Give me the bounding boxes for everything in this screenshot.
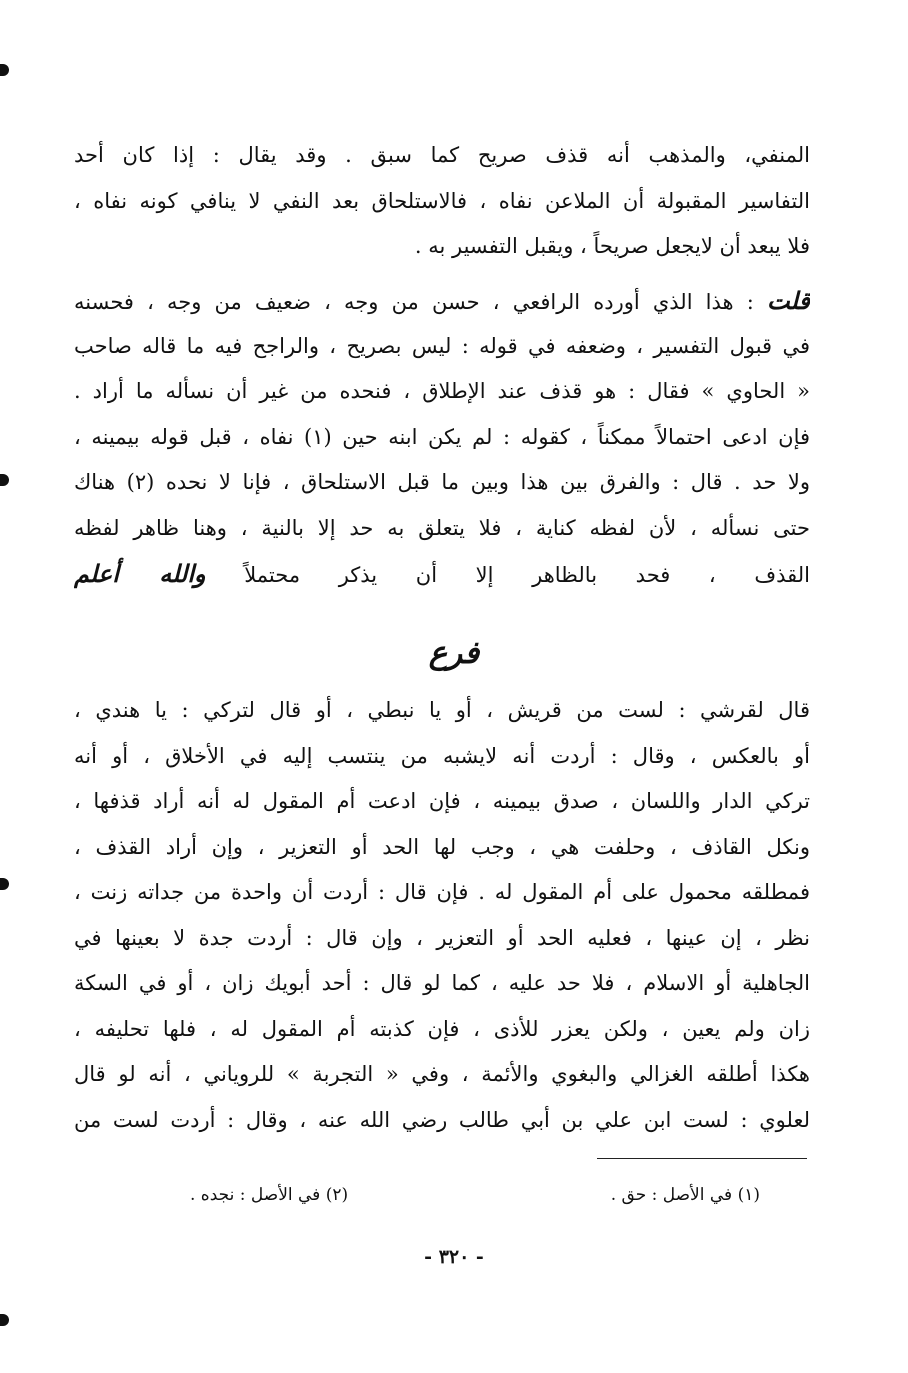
text-line: نظر ، إن عينها ، فعليه الحد أو التعزير ، وإن قال : أردت جدة لا بعينها في	[74, 925, 810, 950]
text-line: ونكل القاذف ، وحلفت هي ، وجب لها الحد أو التعزير ، وإن أراد القذف ،	[74, 834, 810, 859]
lead-word: قلت	[767, 286, 810, 315]
text-line: تركي الدار واللسان ، صدق بيمينه ، فإن ادعت أم المقول له أنه أراد قذفها ،	[74, 789, 810, 813]
footnote-2: (٢) في الأصل : نجده .	[190, 1185, 349, 1205]
paragraph-2	[74, 278, 810, 597]
paragraph-3	[74, 688, 810, 1143]
paragraph-1	[74, 133, 810, 270]
text-span: : هذا الذي أورده الرافعي ، حسن من وجه ، ضعيف من وجه ، فحسنه	[74, 290, 754, 314]
text-line: الجاهلية أو الاسلام ، فلا حد عليه ، كما لو قال : أحد أبويك زان ، أو في السكة	[74, 971, 810, 995]
text-line: هكذا أطلقه الغزالي والبغوي والأئمة ، وفي « التجربة » للروياني ، أنه لو قال	[74, 1062, 810, 1086]
section-heading: فرع	[428, 635, 480, 671]
text-line: التفاسير المقبولة أن الملاعن نفاه ، فالاستلحاق بعد النفي لا ينافي كونه نفاه ،	[74, 188, 810, 213]
text-line: أو بالعكس ، وقال : أردت أنه لايشبه من ينتسب إليه في الأخلاق ، أو أنه	[74, 743, 810, 768]
text-line: فمطلقه محمول على أم المقول له . فإن قال : أردت أن واحدة من جداته زنت ،	[74, 880, 810, 904]
text-line: قال لقرشي : لست من قريش ، أو يا نبطي ، أو قال لتركي : يا هندي ،	[74, 698, 810, 722]
text-line: فإن ادعى احتمالاً ممكناً ، كقوله : لم يكن ابنه حين (١) نفاه ، قبل قوله بيمينه ،	[74, 424, 810, 449]
binding-mark	[0, 474, 9, 486]
binding-mark	[0, 64, 9, 76]
text-line	[74, 278, 810, 324]
footnote-1: (١) في الأصل : حق .	[610, 1185, 760, 1205]
text-line: « الحاوي » فقال : هو قذف عند الإطلاق ، فنحده من غير أن نسأله ما أراد .	[74, 379, 810, 403]
text-line: زان ولم يعين ، ولكن يعزر للأذى ، فإن كذبته أم المقول له ، فلها تحليفه ،	[74, 1016, 810, 1041]
text-line: المنفي، والمذهب أنه قذف صريح كما سبق . وقد يقال : إذا كان أحد	[74, 143, 810, 167]
footnote-separator	[597, 1158, 807, 1159]
text-line: ولا حد . قال : والفرق بين هذا وبين ما قبل الاستلحاق ، فإنا لا نحده (٢) هناك	[74, 470, 810, 494]
text-line: في قبول التفسير ، وضعفه في قوله : ليس بصريح ، والراجح فيه ما قاله صاحب	[74, 333, 810, 358]
page-number: - ٣٢٠ -	[424, 1246, 484, 1268]
binding-mark	[0, 878, 9, 890]
text-line: فلا يبعد أن لايجعل صريحاً ، ويقبل التفسير به .	[414, 234, 810, 258]
text-span: القذف ، فحد بالظاهر إلا أن يذكر محتملاً	[244, 563, 810, 587]
text-line: لعلوي : لست ابن علي بن أبي طالب رضي الله عنه ، وقال : أردت لست من	[74, 1107, 810, 1132]
text-line	[74, 551, 810, 597]
text-line: حتى نسأله ، لأن لفظه كناية ، فلا يتعلق به حد إلا بالنية ، وهنا ظاهر لفظه	[74, 515, 810, 540]
closing-phrase: والله أعلم	[74, 559, 206, 588]
binding-mark	[0, 1314, 9, 1326]
footnotes	[190, 1182, 760, 1208]
